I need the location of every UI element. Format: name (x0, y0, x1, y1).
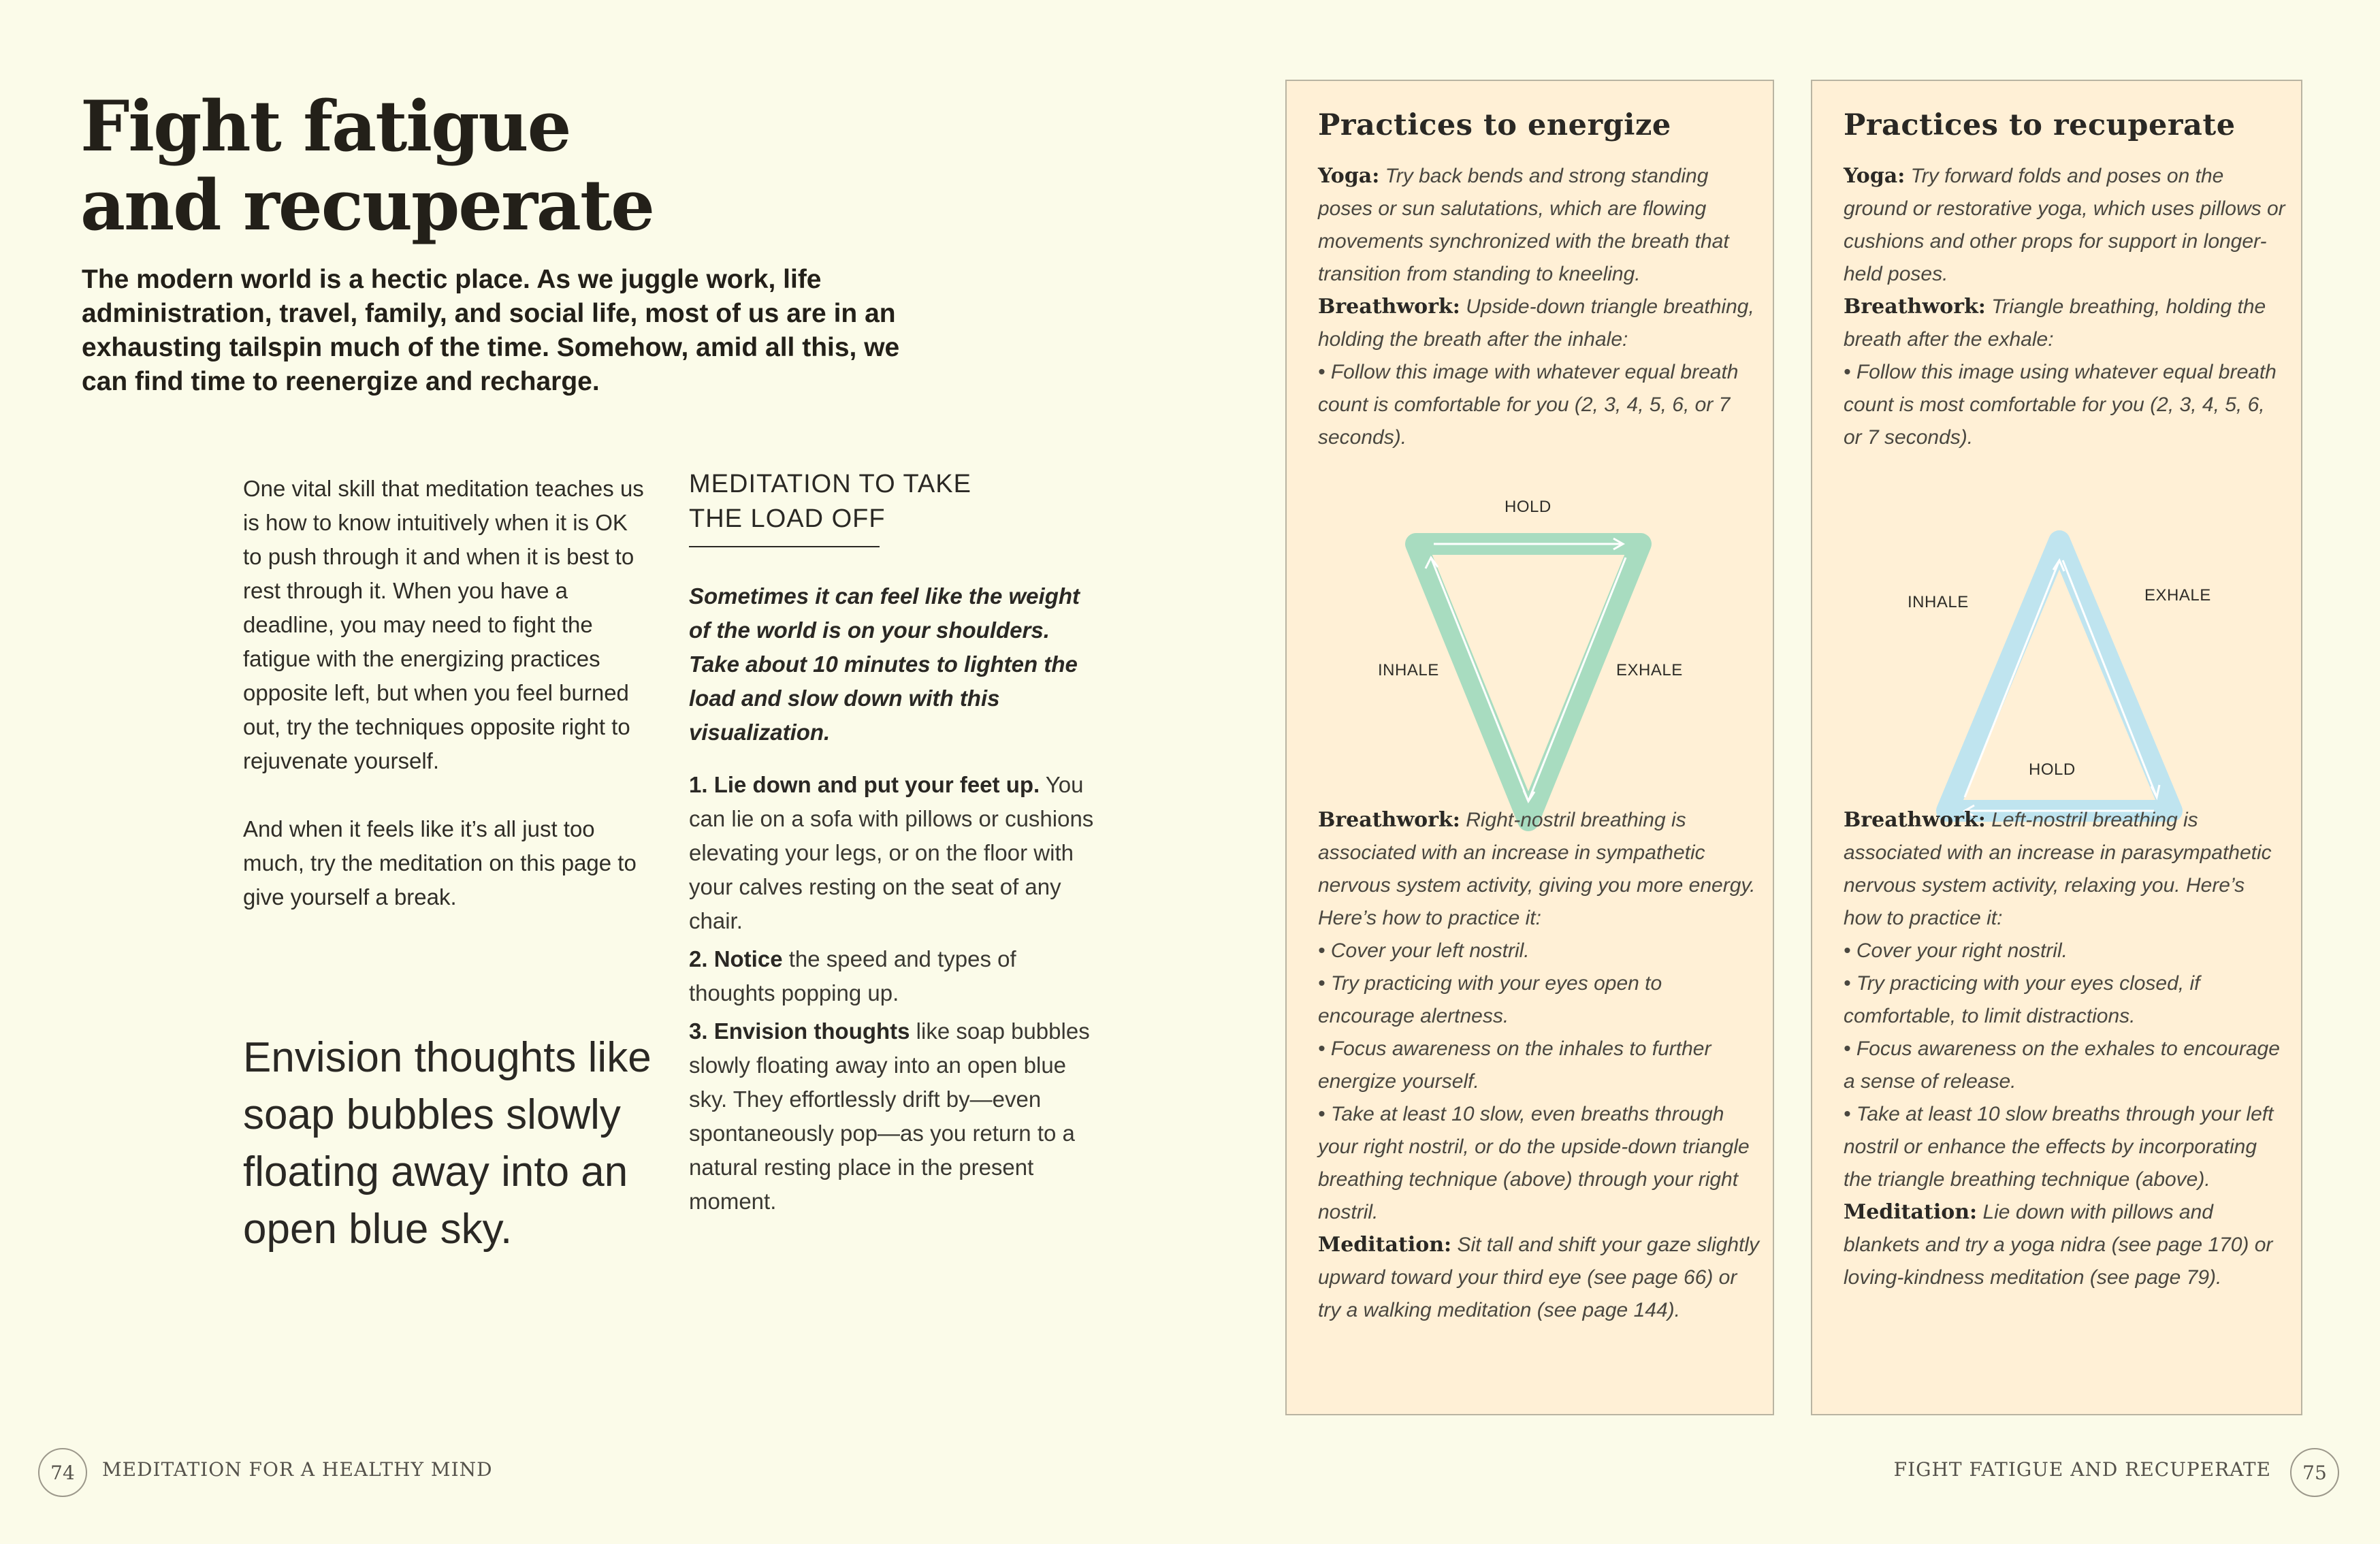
page-number-right: 75 (2290, 1448, 2339, 1497)
triangle-shape (1416, 544, 1641, 820)
step-lead: 2. Notice (689, 946, 783, 971)
breathwork-text: Upside-down triangle breathing, holding the breath after the inhale: (1318, 295, 1754, 351)
list-item: • Focus awareness on the inhales to further energize yourself. (1318, 1038, 1711, 1093)
intro-paragraph: The modern world is a hectic place. As we juggle work, life administration, travel, family, and social life, most of us are in an exhausting tailspin much of the time. Somehow, amid all this, we can find time to reenergize and recharge. (82, 265, 900, 396)
step-lead: 1. Lie down and put your feet up. (689, 772, 1040, 797)
meditation-heading (689, 467, 1097, 536)
heading-underline (689, 546, 880, 547)
footer-left-text: MEDITATION FOR A HEALTHY MIND (102, 1458, 493, 1481)
diagram-label-exhale: EXHALE (2144, 586, 2211, 605)
list-item: • Try practicing with your eyes closed, if comfortable, to limit distractions. (1844, 972, 2200, 1027)
left-column-paragraph-1: One vital skill that meditation teaches us is how to know intuitively when it is OK to push through it and when it is best to rest through it. When you have a deadline, you may need to fight the fatigue with the energizing practices opposite left, but when you feel burned out, try the techniques opposite right to rejuvenate yourself. (243, 476, 644, 773)
meditation-heading-line-2: THE LOAD OFF (689, 504, 886, 533)
step-text: the speed and types of thoughts popping up. (689, 946, 1016, 1006)
triangle-diagram (1927, 521, 2192, 834)
meditation-label: Meditation: (1318, 1233, 1452, 1257)
left-column (243, 472, 652, 914)
energize-top-text (1318, 160, 1760, 454)
meditation-steps (689, 768, 1097, 1223)
energize-title: Practices to energize (1318, 108, 1671, 142)
recuperate-box (1811, 80, 2302, 1415)
pull-quote: Envision thoughts like soap bubbles slowly floating away into an open blue sky. (243, 1034, 652, 1253)
meditation-intro: Sometimes it can feel like the weight of the world is on your shoulders. Take about 10 minutes to lighten the load and slow down with this visualization. (689, 583, 1080, 745)
meditation-text: Sit tall and shift your gaze slightly upward toward your third eye (see page 66) or try a walking meditation (see page 144). (1318, 1234, 1760, 1321)
energize-bottom-text (1318, 804, 1760, 1327)
yoga-text: Try back bends and strong standing poses or sun salutations, which are flowing movements synchronized with the breath that transition from standing to kneeling. (1318, 165, 1729, 285)
diagram-label-exhale: EXHALE (1616, 661, 1683, 679)
list-item: • Try practicing with your eyes open to encourage alertness. (1318, 972, 1662, 1027)
energize-box (1285, 80, 1774, 1415)
left-column-paragraph-2: And when it feels like it’s all just too much, try the meditation on this page to give yourself a break. (243, 816, 637, 910)
diagram-label-inhale: INHALE (1378, 661, 1439, 679)
footer-right-text: FIGHT FATIGUE AND RECUPERATE (1893, 1458, 2271, 1481)
yoga-label: Yoga: (1318, 164, 1380, 188)
breathwork-label: Breathwork: (1844, 295, 1986, 319)
breathwork-label: Breathwork: (1318, 808, 1460, 832)
meditation-step (689, 1014, 1097, 1219)
meditation-label: Meditation: (1844, 1200, 1978, 1224)
breathwork-text: Right-nostril breathing is associated with an increase in sympathetic nervous system activity, giving you more energy. Here’s how to practice it: (1318, 809, 1756, 929)
step-text: like soap bubbles slowly floating away into an open blue sky. They effortlessly drift by—even spontaneously pop—as you return to a natural resting place in the present moment. (689, 1018, 1090, 1214)
triangle-shape (1947, 541, 2172, 811)
list-item: • Take at least 10 slow breaths through your left nostril or enhance the effects by incorporating the triangle breathing technique (above). (1844, 1103, 2274, 1191)
diagram-label-hold: HOLD (2029, 760, 2076, 779)
breathwork-label: Breathwork: (1318, 295, 1460, 319)
recuperate-top-text (1844, 160, 2286, 454)
title-line-2: and recuperate (80, 165, 654, 246)
meditation-step (689, 942, 1097, 1010)
breathwork-label: Breathwork: (1844, 808, 1986, 832)
meditation-step (689, 768, 1097, 938)
list-item: • Cover your left nostril. (1318, 939, 1530, 962)
breathwork-bullet: • Follow this image using whatever equal breath count is most comfortable for you (2, 3, 4, 5, 6, or 7 seconds). (1844, 361, 2277, 449)
recuperate-bottom-text (1844, 804, 2286, 1294)
inverted-triangle-diagram (1396, 528, 1661, 841)
yoga-label: Yoga: (1844, 164, 1905, 188)
diagram-label-hold: HOLD (1505, 498, 1551, 516)
breathwork-bullet: • Follow this image with whatever equal breath count is comfortable for you (2, 3, 4, 5, 6, or 7 seconds). (1318, 361, 1739, 449)
page-number-left: 74 (38, 1448, 87, 1497)
breathwork-text: Left-nostril breathing is associated with an increase in parasympathetic nervous system activity, relaxing you. Here’s how to practice it: (1844, 809, 2272, 929)
list-item: • Focus awareness on the exhales to encourage a sense of release. (1844, 1038, 2280, 1093)
page-title (80, 87, 693, 245)
list-item: • Cover your right nostril. (1844, 939, 2068, 962)
yoga-text: Try forward folds and poses on the ground or restorative yoga, which uses pillows or cushions and other props for support in longer-held poses. (1844, 165, 2285, 285)
list-item: • Take at least 10 slow, even breaths through your right nostril, or do the upside-down triangle breathing technique (above) through your right nostril. (1318, 1103, 1750, 1223)
step-lead: 3. Envision thoughts (689, 1018, 910, 1044)
diagram-label-inhale: INHALE (1908, 593, 1969, 611)
breathwork-text: Triangle breathing, holding the breath after the exhale: (1844, 295, 2266, 351)
meditation-heading-line-1: MEDITATION TO TAKE (689, 470, 971, 498)
step-text: You can lie on a sofa with pillows or cushions elevating your legs, or on the floor with your calves resting on the seat of any chair. (689, 772, 1094, 933)
meditation-text: Lie down with pillows and blankets and try a yoga nidra (see page 170) or loving-kindness meditation (see page 79). (1844, 1201, 2273, 1289)
title-line-1: Fight fatigue (80, 86, 570, 167)
recuperate-title: Practices to recuperate (1844, 108, 2236, 142)
